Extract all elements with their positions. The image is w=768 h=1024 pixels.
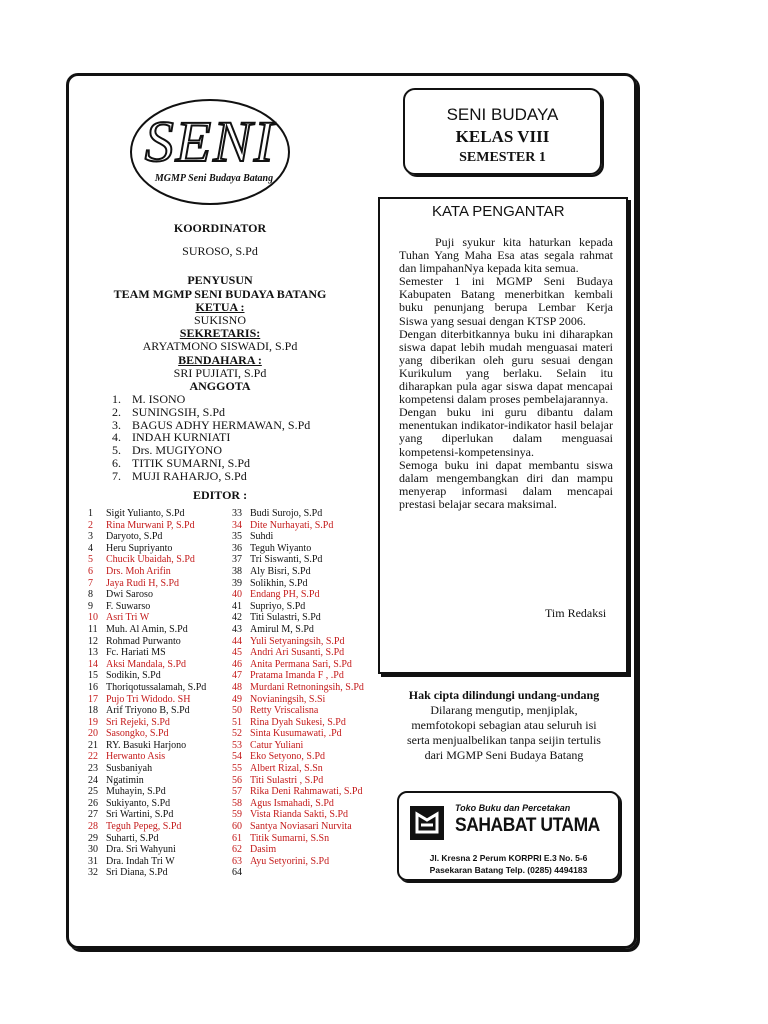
- editor-row: [88, 659, 206, 671]
- editor-row: [88, 647, 206, 659]
- editor-number: 37: [232, 554, 242, 566]
- editor-name: Dite Nurhayati, S.Pd: [250, 519, 334, 531]
- bendahara-name: SRI PUJIATI, S.Pd: [173, 366, 267, 380]
- editor-number: 51: [232, 716, 242, 728]
- editor-name: Catur Yuliani: [250, 739, 304, 751]
- editor-row: [232, 682, 364, 694]
- editor-row: [88, 636, 206, 648]
- editor-number: 44: [232, 635, 242, 647]
- editor-row: [88, 554, 206, 566]
- editor-name: Sodikin, S.Pd: [106, 670, 161, 682]
- editor-row: [88, 740, 206, 752]
- editor-number: 26: [88, 797, 98, 809]
- editor-row: [88, 520, 206, 532]
- editor-row: [232, 636, 364, 648]
- editor-row: [232, 728, 364, 740]
- editor-row: [232, 578, 364, 590]
- paragraph: Semoga buku ini dapat membantu siswa dalam mengembangkan diri dan mampu menyerap informasi dalam mencapai prestasi belajar secara maksimal.: [399, 457, 613, 511]
- editor-name: Daryoto, S.Pd: [106, 531, 163, 543]
- paragraph: Semester 1 ini MGMP Seni Budaya Kabupaten Batang menerbitkan kembali buku penunjang berupa Lembar Kerja Siswa yang sesuai dengan KTSP 2006.: [399, 274, 613, 328]
- editor-row: [232, 705, 364, 717]
- editor-name: Thoriqotussalamah, S.Pd: [106, 681, 207, 693]
- editor-name: Muhayin, S.Pd: [106, 786, 166, 798]
- editor-row: [88, 856, 206, 868]
- editor-row: [88, 798, 206, 810]
- editor-row: [88, 694, 206, 706]
- editor-row: [232, 809, 364, 821]
- editor-name: Albert Rizal, S.Sn: [250, 763, 323, 775]
- editor-row: [88, 601, 206, 613]
- editor-number: 43: [232, 623, 242, 635]
- editor-number: 24: [88, 774, 98, 786]
- editor-row: [232, 589, 364, 601]
- editor-name: Titi Sulastri, S.Pd: [250, 612, 321, 624]
- editor-name: Sigit Yulianto, S.Pd: [106, 508, 185, 519]
- editor-row: [232, 844, 364, 856]
- editor-row: [88, 717, 206, 729]
- list-item: 2. SUNINGSIH, S.Pd: [112, 404, 226, 419]
- seni-logo: [128, 97, 292, 207]
- editor-number: 25: [88, 786, 98, 798]
- editor-row: [232, 554, 364, 566]
- editor-name: Susbaniyah: [106, 763, 153, 775]
- editor-row: [88, 775, 206, 787]
- sekretaris-name: ARYATMONO SISWADI, S.Pd: [142, 339, 298, 353]
- editor-row: [232, 543, 364, 555]
- editor-row: [232, 694, 364, 706]
- editor-number: 50: [232, 705, 242, 717]
- koordinator-name: SUROSO, S.Pd: [182, 244, 258, 258]
- editor-number: 42: [232, 612, 242, 624]
- semester-title: SEMESTER 1: [459, 150, 546, 165]
- editor-number: 18: [88, 705, 98, 717]
- editor-number: 12: [88, 635, 98, 647]
- editor-row: [88, 844, 206, 856]
- ketua-name: SUKISNO: [193, 313, 246, 327]
- editor-name: Drs. Moh Arifin: [106, 565, 171, 577]
- editor-name: F. Suwarso: [106, 600, 151, 612]
- editor-name: Heru Supriyanto: [106, 542, 173, 554]
- editor-name: Chucik Ubaidah, S.Pd: [106, 554, 195, 566]
- editor-name: Rika Deni Rahmawati, S.Pd: [250, 786, 363, 798]
- editor-list-right: [232, 508, 364, 879]
- editor-row: [232, 751, 364, 763]
- editor-row: [88, 867, 206, 879]
- editor-number: 5: [88, 554, 93, 566]
- editor-number: 40: [232, 589, 242, 601]
- editor-number: 31: [88, 855, 98, 867]
- editor-number: 11: [88, 623, 98, 635]
- editor-number: 52: [232, 728, 242, 740]
- editor-row: [88, 682, 206, 694]
- editor-name: Supriyo, S.Pd: [250, 600, 306, 612]
- ketua-heading: KETUA :: [195, 300, 245, 314]
- copyright-title: Hak cipta dilindungi undang-undang: [408, 688, 600, 702]
- editor-number: 56: [232, 774, 242, 786]
- copyright-line: memfotokopi sebagian atau seluruh isi: [411, 718, 597, 732]
- editor-number: 38: [232, 565, 242, 577]
- editor-name: Ngatimin: [106, 774, 144, 786]
- editor-row: [232, 612, 364, 624]
- editor-row: [232, 833, 364, 845]
- editor-name: RY. Basuki Harjono: [106, 739, 187, 751]
- editor-row: [232, 508, 364, 520]
- class-title: KELAS VIII: [455, 127, 550, 146]
- signature: Tim Redaksi: [545, 606, 607, 620]
- editor-row: [88, 751, 206, 763]
- paragraph: Dengan diterbitkannya buku ini diharapkan siswa dapat lebih mudah menguasai materi yang diberikan oleh guru sesuai dengan Kurikulum yang berlaku. Selain itu diharapkan pula agar siswa dapat mencapai kompetensi dalam proses pembelajarannya.: [399, 326, 613, 407]
- editor-name: Endang PH, S.Pd: [250, 589, 320, 601]
- editor-name: Sukiyanto, S.Pd: [106, 797, 171, 809]
- editor-name: Anita Permana Sari, S.Pd: [250, 658, 352, 670]
- editor-name: Suhdi: [250, 531, 274, 543]
- editor-number: 23: [88, 763, 98, 775]
- editor-number: 47: [232, 670, 242, 682]
- editor-name: Santya Noviasari Nurvita: [250, 821, 352, 833]
- editor-number: 58: [232, 797, 242, 809]
- editor-name: Dra. Sri Wahyuni: [106, 844, 176, 856]
- editor-row: [232, 867, 364, 879]
- editor-name: Muh. Al Amin, S.Pd: [106, 623, 188, 635]
- editor-row: [232, 856, 364, 868]
- editor-name: Titik Sumarni, S.Sn: [250, 832, 330, 844]
- kata-pengantar-title: KATA PENGANTAR: [432, 203, 565, 220]
- editor-number: 29: [88, 832, 98, 844]
- publisher-tagline: Toko Buku dan Percetakan: [455, 803, 571, 813]
- editor-name: Sri Wartini, S.Pd: [106, 809, 174, 821]
- editor-row: [232, 670, 364, 682]
- editor-number: 57: [232, 786, 242, 798]
- editor-name: Retty Vriscalisna: [250, 705, 319, 717]
- editor-row: [88, 833, 206, 845]
- editor-row: [88, 531, 206, 543]
- editor-name: Rohmad Purwanto: [106, 635, 181, 647]
- editor-name: Ayu Setyorini, S.Pd: [250, 855, 330, 867]
- editor-name: Teguh Pepeg, S.Pd: [106, 821, 182, 833]
- editor-number: 21: [88, 739, 98, 751]
- editor-number: 41: [232, 600, 242, 612]
- editor-number: 3: [88, 531, 93, 543]
- editor-name: Eko Setyono, S.Pd: [250, 751, 326, 763]
- editor-row: [232, 821, 364, 833]
- editor-name: Amirul M, S.Pd: [250, 623, 314, 635]
- editor-name: Aksi Mandala, S.Pd: [106, 658, 186, 670]
- editor-number: 19: [88, 716, 98, 728]
- penyusun-heading: PENYUSUN: [187, 273, 253, 287]
- editor-row: [232, 520, 364, 532]
- editor-name: Andri Ari Susanti, S.Pd: [250, 647, 345, 659]
- editor-row: [88, 543, 206, 555]
- team-heading: TEAM MGMP SENI BUDAYA BATANG: [113, 287, 327, 301]
- editor-heading: EDITOR :: [192, 488, 248, 502]
- editor-number: 2: [88, 519, 93, 531]
- publisher-box: [397, 791, 620, 881]
- editor-name: Pujo Tri Widodo. SH: [106, 693, 191, 705]
- editor-number: 61: [232, 832, 242, 844]
- editor-number: 13: [88, 647, 98, 659]
- editor-number: 27: [88, 809, 98, 821]
- editor-row: [88, 821, 206, 833]
- editor-row: [88, 612, 206, 624]
- editor-row: [232, 775, 364, 787]
- paragraph: Dengan buku ini guru dibantu dalam menentukan indikator-indikator hasil belajar yang diperlukan dalam menguasai kompetensi-kompetensinya.: [399, 405, 613, 459]
- editor-number: 22: [88, 751, 98, 763]
- editor-name: Dra. Indah Tri W: [106, 855, 175, 867]
- editor-number: 39: [232, 577, 242, 589]
- copyright-notice: [388, 688, 620, 763]
- editor-name: Sri Diana, S.Pd: [106, 867, 168, 879]
- editor-name: Arif Triyono B, S.Pd: [106, 705, 190, 717]
- editor-row: [232, 798, 364, 810]
- editor-name: Jaya Rudi H, S.Pd: [106, 577, 180, 589]
- editor-row: [88, 763, 206, 775]
- editor-name: Novianingsih, S.Si: [250, 693, 326, 705]
- editor-number: 16: [88, 681, 98, 693]
- logo-caption: MGMP Seni Budaya Batang: [154, 173, 274, 184]
- publisher-address: Jl. Kresna 2 Perum KORPRI E.3 No. 5-6: [429, 853, 588, 863]
- editor-number: 10: [88, 612, 98, 624]
- editor-row: [232, 566, 364, 578]
- editor-number: 62: [232, 844, 242, 856]
- editor-number: 7: [88, 577, 93, 589]
- editor-number: 9: [88, 600, 93, 612]
- editor-name: Budi Surojo, S.Pd: [250, 508, 323, 519]
- editor-number: 60: [232, 821, 242, 833]
- editor-row: [88, 589, 206, 601]
- editor-name: Pratama Imanda F , .Pd: [250, 670, 344, 682]
- editor-number: 49: [232, 693, 242, 705]
- copyright-line: dari MGMP Seni Budaya Batang: [424, 748, 584, 762]
- editor-list-left: [88, 508, 206, 879]
- editor-name: Asri Tri W: [106, 612, 150, 624]
- editor-number: 17: [88, 693, 98, 705]
- editor-row: [232, 763, 364, 775]
- editor-number: 32: [88, 867, 98, 879]
- editor-number: 8: [88, 589, 93, 601]
- editor-row: [232, 601, 364, 613]
- editor-number: 59: [232, 809, 242, 821]
- list-item: 6. TITIK SUMARNI, S.Pd: [112, 455, 251, 470]
- editor-row: [88, 566, 206, 578]
- editor-name: Rina Dyah Sukesi, S.Pd: [250, 716, 346, 728]
- editor-row: [88, 786, 206, 798]
- editor-row: [232, 717, 364, 729]
- editor-row: [88, 728, 206, 740]
- editor-row: [88, 809, 206, 821]
- editor-name: Sasongko, S.Pd: [106, 728, 169, 740]
- editor-name: Sinta Kusumawati, .Pd: [250, 728, 342, 740]
- editor-name: Titi Sulastri , S.Pd: [250, 774, 324, 786]
- editor-name: Dasim: [250, 844, 277, 856]
- editor-number: 48: [232, 681, 242, 693]
- editor-number: 1: [88, 508, 93, 519]
- editor-number: 64: [232, 867, 242, 879]
- editor-number: 20: [88, 728, 98, 740]
- logo-word: SENI: [144, 109, 276, 174]
- list-item: 1. M. ISONO: [112, 392, 186, 406]
- editor-number: 6: [88, 565, 93, 577]
- editor-name: Solikhin, S.Pd: [250, 577, 308, 589]
- kata-pengantar-body: [399, 236, 613, 511]
- editor-name: Rina Murwani P, S.Pd: [106, 519, 195, 531]
- subject-title: SENI BUDAYA: [446, 105, 559, 124]
- list-item: 7. MUJI RAHARJO, S.Pd: [112, 468, 247, 483]
- editor-name: Herwanto Asis: [106, 751, 166, 763]
- editor-row: [232, 624, 364, 636]
- editor-number: 36: [232, 542, 242, 554]
- anggota-heading: ANGGOTA: [189, 379, 251, 393]
- title-box: [403, 88, 602, 175]
- editor-number: 14: [88, 658, 98, 670]
- anggota-list: [112, 393, 310, 483]
- editor-name: Yuli Setyaningsih, S.Pd: [250, 635, 345, 647]
- editor-number: 55: [232, 763, 242, 775]
- editor-number: 34: [232, 519, 242, 531]
- paragraph: Puji syukur kita haturkan kepada Tuhan Yang Maha Esa atas segala rahmat dan limpahanNya kepada kita semua.: [399, 235, 613, 276]
- publisher-phone: Pasekaran Batang Telp. (0285) 4494183: [429, 865, 588, 875]
- editor-number: 35: [232, 531, 242, 543]
- publisher-logo-icon: [409, 805, 445, 841]
- editor-number: 15: [88, 670, 98, 682]
- editor-row: [88, 624, 206, 636]
- editor-number: 53: [232, 739, 242, 751]
- koordinator-heading: KOORDINATOR: [173, 221, 267, 235]
- list-item: 3. BAGUS ADHY HERMAWAN, S.Pd: [112, 417, 311, 432]
- editor-name: Fc. Hariati MS: [106, 647, 166, 659]
- list-item: 4. INDAH KURNIATI: [112, 430, 231, 445]
- bendahara-heading: BENDAHARA :: [178, 353, 262, 367]
- editor-number: 30: [88, 844, 98, 856]
- editor-number: 33: [232, 508, 242, 519]
- editor-row: [232, 531, 364, 543]
- editor-name: Teguh Wiyanto: [250, 542, 312, 554]
- editor-number: 4: [88, 542, 93, 554]
- editor-name: Agus Ismahadi, S.Pd: [250, 797, 334, 809]
- editor-name: Sri Rejeki, S.Pd: [106, 716, 170, 728]
- editor-number: 63: [232, 855, 242, 867]
- publisher-name: SAHABAT UTAMA: [455, 815, 600, 836]
- editor-number: 45: [232, 647, 242, 659]
- editor-row: [88, 578, 206, 590]
- editor-row: [88, 705, 206, 717]
- editor-number: 28: [88, 821, 98, 833]
- editor-row: [232, 647, 364, 659]
- editor-number: 54: [232, 751, 242, 763]
- editor-name: Murdani Retnoningsih, S.Pd: [250, 681, 364, 693]
- editor-name: Vista Rianda Sakti, S.Pd: [250, 809, 349, 821]
- editor-name: Tri Siswanti, S.Pd: [250, 554, 323, 566]
- editor-row: [232, 786, 364, 798]
- copyright-line: serta menjualbelikan tanpa seijin tertulis: [407, 733, 601, 747]
- editor-row: [232, 740, 364, 752]
- editor-name: Aly Bisri, S.Pd: [250, 565, 311, 577]
- list-item: 5. Drs. MUGIYONO: [112, 443, 222, 458]
- editor-number: 46: [232, 658, 242, 670]
- editor-name: Suharti, S.Pd: [106, 832, 159, 844]
- editor-row: [232, 659, 364, 671]
- editor-row: [88, 508, 206, 520]
- copyright-line: Dilarang mengutip, menjiplak,: [430, 703, 578, 717]
- sekretaris-heading: SEKRETARIS:: [179, 326, 261, 340]
- editor-name: Dwi Saroso: [106, 589, 153, 601]
- editor-row: [88, 670, 206, 682]
